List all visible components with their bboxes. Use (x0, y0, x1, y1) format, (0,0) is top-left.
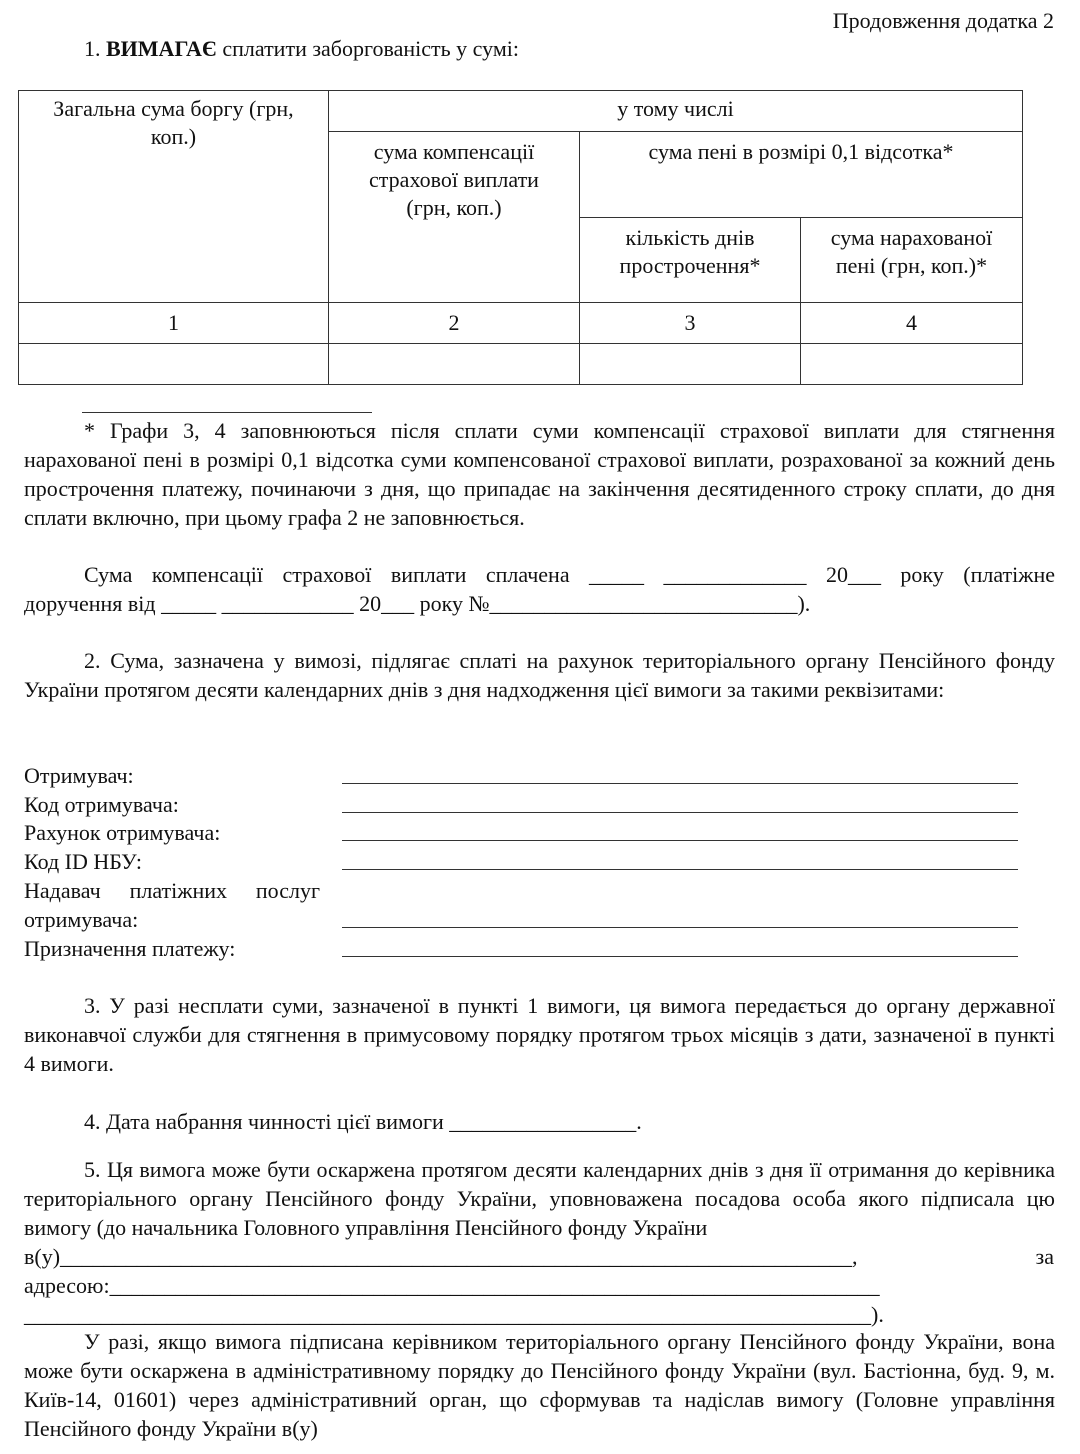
column-number: 4 (801, 303, 1023, 344)
total-debt-header: Загальна сума боргу (грн, коп.) (19, 91, 329, 303)
recipient-line (342, 761, 1018, 784)
recipient-label: Отримувач: (24, 763, 134, 788)
item-5-line-2: адресою:______________________________________________________________________ (24, 1273, 880, 1298)
column-number: 3 (580, 303, 801, 344)
provider-label-2: отримувача: (24, 907, 139, 932)
footnote-rule (82, 412, 372, 413)
paid-line-1: Сума компенсації страхової виплати сплачена _____ _____________ 20___ року (платіжне (84, 562, 1055, 587)
item-5-line-1: в(у)________________________________________________________________________, (24, 1244, 858, 1269)
item-1-rest: сплатити заборгованість у сумі: (216, 36, 519, 61)
empty-cell (580, 344, 801, 385)
column-number: 2 (329, 303, 580, 344)
continuation-label: Продовження додатка 2 (832, 8, 1054, 33)
item-4: 4. Дата набрання чинності цієї вимоги _________________. (84, 1109, 642, 1134)
nbu-id-label: Код ID НБУ: (24, 849, 142, 874)
purpose-label: Призначення платежу: (24, 936, 236, 961)
footnote: * Графи 3, 4 заповнюються після сплати суми компенсації страхової виплати для стягнення нарахованої пені в розмірі 0,1 відсотка суми компенсованої страхової виплати, розрахованої за кожний день прострочення платежу, починаючи з дня, що припадає на закінчення десятиденного строку сплати, до дня сплати включно, при цьому графа 2 не заповнюється. (24, 418, 1055, 530)
item-1-heading (84, 34, 519, 63)
recipient-code-label: Код отримувача: (24, 792, 179, 817)
empty-cell (329, 344, 580, 385)
nbu-id-line (342, 847, 1018, 870)
item-3: 3. У разі несплати суми, зазначеної в пункті 1 вимоги, ця вимога передається до органу державної виконавчої служби для стягнення в примусовому порядку протягом трьох місяців з дати, зазначеної в пункті 4 вимоги. (24, 993, 1055, 1076)
item-5-line-3: _____________________________________________________________________________). (24, 1302, 884, 1327)
debt-table (18, 90, 1023, 385)
item-1-demand-word: ВИМАГАЄ (106, 36, 217, 61)
penalty-header: сума пені в розмірі 0,1 відсотка* (580, 132, 1023, 218)
empty-cell (19, 344, 329, 385)
provider-line (342, 905, 1018, 928)
column-number: 1 (19, 303, 329, 344)
recipient-code-line (342, 790, 1018, 813)
final-paragraph: У разі, якщо вимога підписана керівником територіального органу Пенсійного фонду України, вона може бути оскаржена в адміністративному порядку до Пенсійного фонду України (вул. Бастіонна, буд. 9, м. Київ-14, 01601) через адміністративний орган, що сформував та надіслав вимогу (Головне управління Пенсійного фонду України в(у) (24, 1329, 1055, 1441)
including-header: у тому числі (329, 91, 1023, 132)
item-2: 2. Сума, зазначена у вимозі, підлягає сплаті на рахунок територіального органу Пенсійного фонду України протягом десяти календарних днів з дня надходження цієї вимоги за такими реквізитами: (24, 648, 1055, 702)
item-1-number: 1. (84, 36, 101, 61)
item-5-za: за (1035, 1244, 1054, 1269)
compensation-header: сума компенсації страхової виплати (грн, коп.) (329, 132, 580, 303)
item-5: 5. Ця вимога може бути оскаржена протягом десяти календарних днів з дня її отримання до керівника територіального органу Пенсійного фонду України, уповноважена посадова особа якого підписала цю вимогу (до начальника Головного управління Пенсійного фонду України (24, 1157, 1055, 1240)
purpose-line (342, 934, 1018, 957)
paid-line-2: доручення від _____ ____________ 20___ року №____________________________). (24, 591, 811, 616)
empty-cell (801, 344, 1023, 385)
provider-label-1: Надавач платіжних послуг (24, 878, 320, 903)
overdue-days-header: кількість днів прострочення* (580, 218, 801, 303)
account-line (342, 818, 1018, 841)
account-label: Рахунок отримувача: (24, 820, 221, 845)
accrued-penalty-header: сума нарахованої пені (грн, коп.)* (801, 218, 1023, 303)
